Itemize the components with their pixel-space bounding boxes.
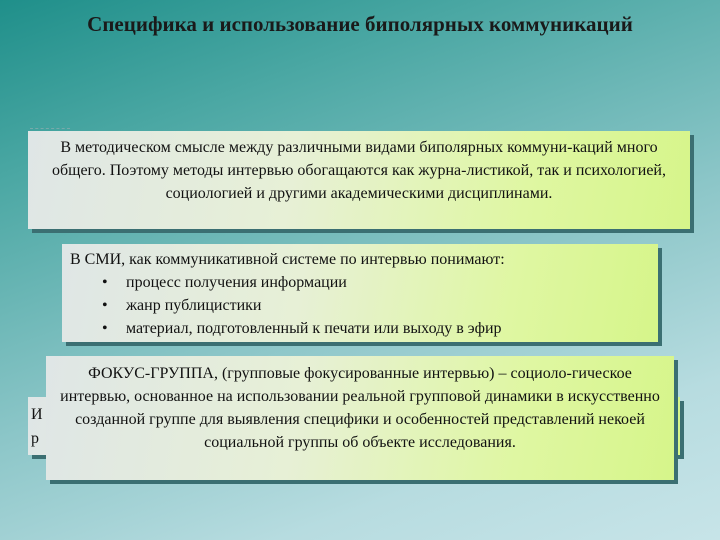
media-interview-box (62, 244, 658, 342)
slide-title: Специфика и использование биполярных коммуникаций (87, 12, 633, 36)
focus-group-box (46, 356, 674, 480)
hidden-box-text-line2: р (31, 430, 39, 447)
list-item: • процесс получения информации (102, 271, 658, 294)
media-interview-list (62, 271, 658, 340)
decorative-line (30, 128, 70, 129)
focus-group-text: ФОКУС-ГРУППА, (групповые фокусированные интервью) – социоло-гическое интервью, основанное на использовании реальной групповой динамики в искусственно созданной группе для выявления специфики и особенностей представлений некоей социальной группы об объекте исследования. (60, 365, 660, 451)
methods-box (28, 131, 690, 229)
methods-text: В методическом смысле между различными видами биполярных коммуни-каций много общего. Поэтому методы интервью обогащаются как журна-листикой, так и психологией, социологией и другими академическими дисциплинами. (51, 139, 666, 202)
hidden-box-text-line1: И (31, 406, 43, 423)
media-interview-intro: В СМИ, как коммуникативной системе по интервью понимают: (70, 251, 505, 268)
list-item: • жанр публицистики (102, 294, 658, 317)
list-item: • материал, подготовленный к печати или выходу в эфир (102, 317, 658, 340)
